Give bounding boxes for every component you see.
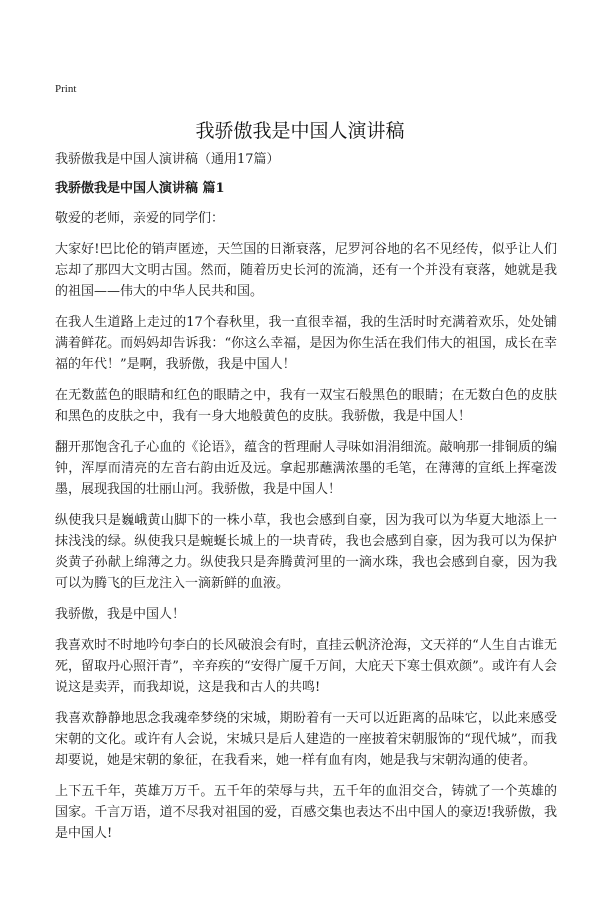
paragraph: 我骄傲，我是中国人！ bbox=[55, 607, 186, 622]
paragraph: 在我人生道路上走过的17个春秋里，我一直很幸福，我的生活时时充满着欢乐，处处铺满着鲜花。而妈妈却告诉我：“你这么幸福，是因为你生活在我们伟大的祖国，成长在幸福的年代！”是啊，我骄傲，我是中国人！ bbox=[55, 315, 557, 372]
page-title: 我骄傲我是中国人演讲稿 bbox=[195, 120, 405, 142]
paragraph-greeting: 敬爱的老师，亲爱的同学们： bbox=[55, 211, 225, 226]
paragraph: 上下五千年，英雄万万千。五千年的荣辱与共，五千年的血泪交合，铸就了一个英雄的国家。千言万语，道不尽我对祖国的爱，百感交集也表达不出中国人的豪迈!我骄傲，我是中国人! bbox=[55, 784, 557, 841]
paragraph: 大家好!巴比伦的销声匿迹，天竺国的日渐衰落，尼罗河谷地的名不见经传，似乎让人们忘却了那四大文明古国。然而，随着历史长河的流淌，还有一个并没有衰落，她就是我的祖国——伟大的中华人民共和国。 bbox=[55, 242, 557, 299]
paragraph: 我喜欢时不时地吟句李白的长风破浪会有时，直挂云帆济沧海，文天祥的“人生自古谁无死，留取丹心照汗青”，辛弃疾的“安得广厦千万间，大庇天下寒士俱欢颜”。或许有人会说这是卖弄，而我却说，这是我和古人的共鸣! bbox=[55, 638, 557, 695]
paragraph: 在无数蓝色的眼睛和红色的眼睛之中，我有一双宝石般黑色的眼睛；在无数白色的皮肤和黑色的皮肤之中，我有一身大地般黄色的皮肤。我骄傲，我是中国人！ bbox=[55, 388, 557, 424]
paragraph: 翻开那饱含孔子心血的《论语》，蕴含的哲理耐人寻味如涓涓细流。敲响那一排铜质的编钟，浑厚而清亮的左音右韵由近及远。拿起那蘸满浓墨的毛笔，在薄薄的宣纸上挥毫泼墨，展现我国的壮丽山河。我骄傲，我是中国人！ bbox=[55, 440, 557, 497]
paragraph: 我喜欢静静地思念我魂牵梦绕的宋城，期盼着有一天可以近距离的品味它，以此来感受宋朝的文化。或许有人会说，宋城只是后人建造的一座披着宋朝服饰的“现代城”，而我却要说，她是宋朝的象征，在我看来，她一样有血有肉，她是我与宋朝沟通的使者。 bbox=[55, 711, 557, 768]
document-body bbox=[55, 150, 557, 854]
section-heading: 我骄傲我是中国人演讲稿 篇1 bbox=[55, 181, 225, 196]
document-subtitle: 我骄傲我是中国人演讲稿（通用17篇） bbox=[55, 152, 280, 167]
print-label: Print bbox=[55, 83, 77, 95]
paragraph: 纵使我只是巍峨黄山脚下的一株小草，我也会感到自豪，因为我可以为华夏大地添上一抹浅浅的绿。纵使我只是蜿蜒长城上的一块青砖，我也会感到自豪，因为我可以为保护炎黄子孙献上绵薄之力。纵使我只是奔腾黄河里的一滴水珠，我也会感到自豪，因为我可以为腾飞的巨龙注入一滴新鲜的血液。 bbox=[55, 513, 557, 591]
